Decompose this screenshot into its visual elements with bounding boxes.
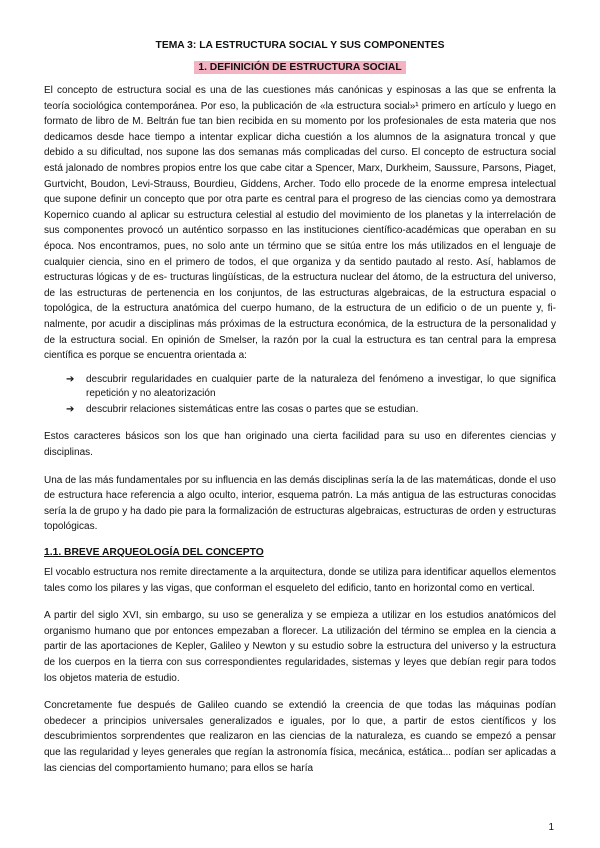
- document-title: TEMA 3: LA ESTRUCTURA SOCIAL Y SUS COMPONENTES: [155, 40, 445, 51]
- list-item: [66, 373, 556, 402]
- bullet-list: [44, 373, 556, 418]
- paragraph: Una de las más fundamentales por su influencia en las demás disciplinas sería la de las matemáticas, donde el uso de estructura hace referencia a algo oculto, interior, esquema patrón. La más antigua de las estructuras conocidas sería la de grupo y ha dado pie para la formalización de estructuras algebraicas, estructuras de orden y estructuras topológicas.: [44, 474, 556, 533]
- page-number: 1: [548, 822, 554, 833]
- paragraph: El vocablo estructura nos remite directamente a la arquitectura, donde se utiliza para identificar aquellos elementos tales como los pilares y las vigas, que conforman el esqueleto del edificio, tanto en horizontal como en vertical.: [44, 567, 556, 594]
- arrow-right-icon: ➔: [66, 373, 75, 385]
- intro-paragraph: El concepto de estructura social es una de las cuestiones más canónicas y espinosas a las que se enfrenta la teoría sociológica contemporánea. Por eso, la publicación de «la estructura social»¹ primero en artículo y luego en formato de libro de M. Beltrán fue tan bien recibida en su momento por los profesionales de esta materia que nos dedicamos desde hace tiempo a intentar explicar dicha cuestión a los alumnos de la asignatura troncal y que debido a su dificultad, nos supone las dos semanas más complicadas del curso. El concepto de estructura social está jalonado de nombres propios entre los que cabe citar a Spencer, Marx, Durkheim, Saussure, Parsons, Piaget, Gurtvicht, Boudon, Levi-Strauss, Bourdieu, Giddens, Archer. Todo ello procede de la enorme empresa intelectual que supone definir un concepto que por otra parte es central para el progreso de las ciencias como ya demostrara Kopernico cuando al aplicar su estructura celestial al estudio del movimiento de los planetas y la interrelación de sus componentes provocó un auténtico sorpasso en las instituciones científico-académicas que operaban en su época. Nos encontramos, pues, no solo ante un término que se sitúa entre los más utilizados en el lenguaje de cualquier ciencia, sino en el primero de todos, el que organiza y da sentido pautado al resto. Así, hablamos de estructuras lógicas y de es- tructuras lingüísticas, de la estructura nuclear del átomo, de la estructura del universo, de las estructuras de pertenencia en los conjuntos, de las estructuras algebraicas, de la estructura espacial o topológica, de la estructura anatómica del cuerpo humano, de la estructura de un edificio o de un puente y, fi- nalmente, por acudir a disciplinas más próximas de la estructura económica, de la estructura de la personalidad y de la estructura social. En opinión de Smelser, la razón por la cual la estructura es tan central para la empresa científica es porque se encuentra orientada a:: [44, 85, 556, 362]
- arrow-right-icon: ➔: [66, 403, 75, 415]
- section-heading: 1. DEFINICIÓN DE ESTRUCTURA SOCIAL: [194, 61, 405, 74]
- bullet-text: descubrir relaciones sistemáticas entre las cosas o partes que se estudian.: [86, 403, 419, 415]
- paragraph: A partir del siglo XVI, sin embargo, su uso se generaliza y se empieza a utilizar en los estudios anatómicos del organismo humano que por entonces empezaban a florecer. La utilización del término se emplea en la ciencia a partir de las aportaciones de Kepler, Galileo y Newton y su estudio sobre la estructura del universo y la estructura de los cuerpos en la tierra con sus correspondientes regularidades, sistemas y leyes que debían regir para todos los objetos materia de estudio.: [44, 610, 556, 684]
- section-heading-wrapper: [44, 57, 556, 75]
- page-content: [44, 40, 556, 788]
- subsection-heading: 1.1. BREVE ARQUEOLOGÍA DEL CONCEPTO: [44, 547, 264, 559]
- bullet-text: descubrir regularidades en cualquier parte de la naturaleza del fenómeno a investigar, lo que significa repetición y no aleatorización: [86, 373, 556, 400]
- paragraph: Concretamente fue después de Galileo cuando se extendió la creencia de que todas las máquinas podían obedecer a principios universales generalizados e iguales, por lo que, a partir de estos científicos y los descubrimientos sorprendentes que realizaron en las ciencias de la naturaleza, es cuando se empezó a pensar que las regularidad y leyes generales que regían la astronomía física, mecánica, estática... podían ser aplicadas a las ciencias del comportamiento humano; para ellos se haría: [44, 700, 556, 774]
- list-item: [66, 403, 556, 418]
- paragraph: Estos caracteres básicos son los que han originado una cierta facilidad para su uso en diferentes ciencias y disciplinas.: [44, 431, 556, 459]
